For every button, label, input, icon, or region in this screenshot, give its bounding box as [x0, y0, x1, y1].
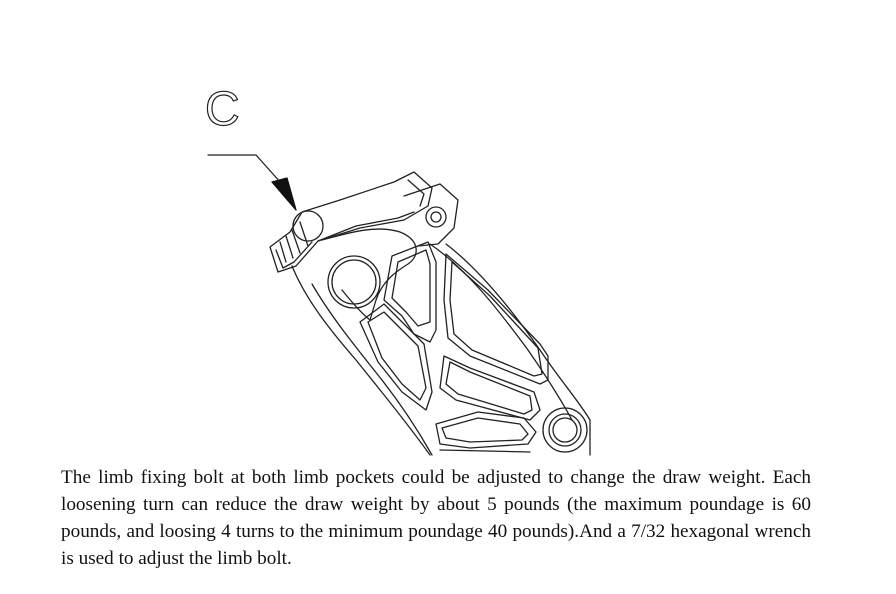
callout-leader: [208, 155, 323, 241]
riser-hole-upper: [328, 256, 380, 308]
callout-circle: [293, 211, 323, 241]
callout-label: C: [205, 83, 240, 136]
caption-paragraph: The limb fixing bolt at both limb pockets could be adjusted to change the draw weight. Each loosening turn can reduce the draw weight by about 5 pounds (the maximum poundage is 60 pounds, and loosing 4 turns to the minimum poundage 40 pounds).And a 7/32 hexagonal wrench is used to adjust the limb bolt.: [61, 467, 811, 569]
